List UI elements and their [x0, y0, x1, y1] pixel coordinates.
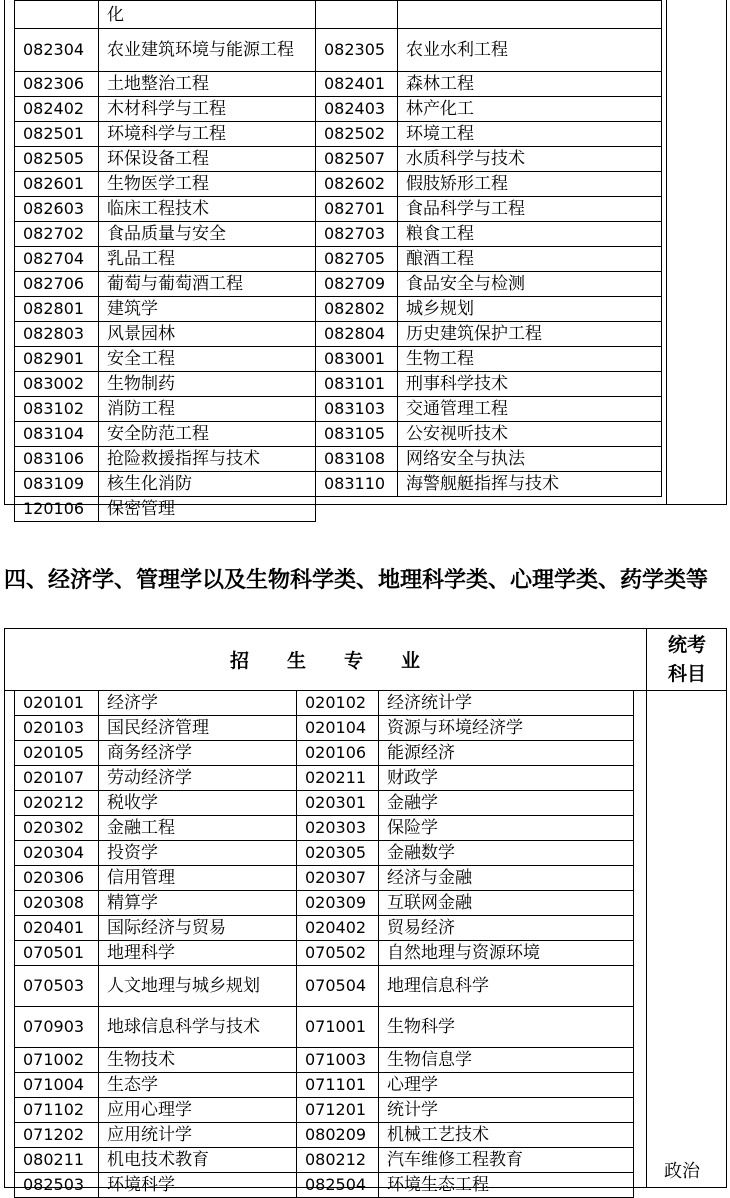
table-row	[15, 72, 662, 97]
table-row	[15, 29, 662, 72]
code-cell: 082706	[15, 272, 99, 297]
code-cell: 082402	[15, 97, 99, 122]
subject-value: 政治	[664, 1161, 700, 1182]
name-cell: 交通管理工程	[398, 397, 662, 422]
code-cell: 071202	[15, 1123, 99, 1148]
code-cell: 082705	[316, 247, 398, 272]
code-cell: 071001	[297, 1007, 379, 1048]
table-row	[15, 1098, 634, 1123]
name-cell: 食品科学与工程	[398, 197, 662, 222]
name-cell: 安全防范工程	[99, 422, 316, 447]
code-cell: 082502	[316, 122, 398, 147]
code-cell: 082602	[316, 172, 398, 197]
table-row	[15, 891, 634, 916]
name-cell: 应用心理学	[99, 1098, 297, 1123]
code-cell: 071201	[297, 1098, 379, 1123]
code-cell: 082702	[15, 222, 99, 247]
main-majors-table	[14, 690, 634, 1198]
code-cell: 020104	[297, 716, 379, 741]
table-row	[15, 716, 634, 741]
name-cell: 葡萄与葡萄酒工程	[99, 272, 316, 297]
code-cell: 020402	[297, 916, 379, 941]
name-cell: 劳动经济学	[99, 766, 297, 791]
code-cell: 083001	[316, 347, 398, 372]
name-cell: 商务经济学	[99, 741, 297, 766]
name-cell: 投资学	[99, 841, 297, 866]
table-row	[15, 1, 662, 29]
name-cell: 金融学	[379, 791, 634, 816]
name-cell	[398, 1, 662, 29]
subject-header-line1: 统考	[667, 634, 706, 656]
name-cell: 金融工程	[99, 816, 297, 841]
code-cell: 082501	[15, 122, 99, 147]
name-cell: 生态学	[99, 1073, 297, 1098]
name-cell: 保险学	[379, 816, 634, 841]
code-cell: 082803	[15, 322, 99, 347]
code-cell: 020401	[15, 916, 99, 941]
name-cell: 税收学	[99, 791, 297, 816]
name-cell: 生物制药	[99, 372, 316, 397]
name-cell: 水质科学与技术	[398, 147, 662, 172]
code-cell: 071002	[15, 1048, 99, 1073]
code-cell: 020307	[297, 866, 379, 891]
code-cell: 082704	[15, 247, 99, 272]
code-cell: 020304	[15, 841, 99, 866]
table-row	[15, 841, 634, 866]
name-cell: 刑事科学技术	[398, 372, 662, 397]
name-cell: 海警舰艇指挥与技术	[398, 472, 662, 497]
code-cell: 083105	[316, 422, 398, 447]
table-row	[15, 397, 662, 422]
name-cell: 乳品工程	[99, 247, 316, 272]
code-cell: 082401	[316, 72, 398, 97]
name-cell: 自然地理与资源环境	[379, 941, 634, 966]
code-cell: 020105	[15, 741, 99, 766]
name-cell: 公安视听技术	[398, 422, 662, 447]
subject-column-divider	[646, 628, 647, 1188]
table-row	[15, 1048, 634, 1073]
code-cell: 020308	[15, 891, 99, 916]
table-row	[15, 941, 634, 966]
name-cell: 化	[99, 1, 316, 29]
table-row	[15, 766, 634, 791]
name-cell: 环境生态工程	[379, 1173, 634, 1198]
name-cell: 安全工程	[99, 347, 316, 372]
name-cell: 粮食工程	[398, 222, 662, 247]
name-cell: 贸易经济	[379, 916, 634, 941]
table-row	[15, 791, 634, 816]
code-cell: 020302	[15, 816, 99, 841]
name-cell: 汽车维修工程教育	[379, 1148, 634, 1173]
code-cell: 082601	[15, 172, 99, 197]
name-cell: 经济统计学	[379, 691, 634, 716]
name-cell: 网络安全与执法	[398, 447, 662, 472]
code-cell: 082304	[15, 29, 99, 72]
name-cell: 生物工程	[398, 347, 662, 372]
name-cell: 假肢矫形工程	[398, 172, 662, 197]
code-cell: 082504	[297, 1173, 379, 1198]
code-cell: 020101	[15, 691, 99, 716]
name-cell	[398, 497, 662, 522]
code-cell: 071101	[297, 1073, 379, 1098]
code-cell: 020103	[15, 716, 99, 741]
name-cell: 能源经济	[379, 741, 634, 766]
code-cell	[15, 1, 99, 29]
name-cell: 环保设备工程	[99, 147, 316, 172]
table-row	[15, 147, 662, 172]
code-cell: 082703	[316, 222, 398, 247]
code-cell: 082603	[15, 197, 99, 222]
code-cell: 082507	[316, 147, 398, 172]
name-cell: 环境工程	[398, 122, 662, 147]
code-cell: 083102	[15, 397, 99, 422]
code-cell: 020102	[297, 691, 379, 716]
table-row	[15, 866, 634, 891]
name-cell: 统计学	[379, 1098, 634, 1123]
name-cell: 财政学	[379, 766, 634, 791]
name-cell: 农业建筑环境与能源工程	[99, 29, 316, 72]
code-cell: 120106	[15, 497, 99, 522]
name-cell: 地理科学	[99, 941, 297, 966]
table-row	[15, 472, 662, 497]
name-cell: 生物信息学	[379, 1048, 634, 1073]
code-cell	[316, 497, 398, 522]
code-cell: 080211	[15, 1148, 99, 1173]
table-row	[15, 1173, 634, 1198]
table-row	[15, 122, 662, 147]
code-cell: 082305	[316, 29, 398, 72]
table-row	[15, 966, 634, 1007]
table-row	[15, 297, 662, 322]
code-cell: 083106	[15, 447, 99, 472]
code-cell: 082802	[316, 297, 398, 322]
name-cell: 国民经济管理	[99, 716, 297, 741]
table-row	[15, 691, 634, 716]
name-cell: 生物医学工程	[99, 172, 316, 197]
name-cell: 地理信息科学	[379, 966, 634, 1007]
code-cell: 080212	[297, 1148, 379, 1173]
name-cell: 消防工程	[99, 397, 316, 422]
name-cell: 历史建筑保护工程	[398, 322, 662, 347]
code-cell: 083109	[15, 472, 99, 497]
name-cell: 城乡规划	[398, 297, 662, 322]
table-row	[15, 347, 662, 372]
name-cell: 地球信息科学与技术	[99, 1007, 297, 1048]
table-row	[15, 372, 662, 397]
table-row	[15, 916, 634, 941]
name-cell: 临床工程技术	[99, 197, 316, 222]
code-cell: 020306	[15, 866, 99, 891]
top-subject-column-divider	[666, 0, 667, 504]
name-cell: 金融数学	[379, 841, 634, 866]
name-cell: 建筑学	[99, 297, 316, 322]
table-row	[15, 741, 634, 766]
name-cell: 食品安全与检测	[398, 272, 662, 297]
code-cell: 080209	[297, 1123, 379, 1148]
name-cell: 互联网金融	[379, 891, 634, 916]
code-cell: 082503	[15, 1173, 99, 1198]
subject-header	[647, 631, 727, 689]
name-cell: 心理学	[379, 1073, 634, 1098]
name-cell: 木材科学与工程	[99, 97, 316, 122]
code-cell: 020107	[15, 766, 99, 791]
code-cell: 020212	[15, 791, 99, 816]
code-cell: 020305	[297, 841, 379, 866]
code-cell: 083104	[15, 422, 99, 447]
code-cell: 070503	[15, 966, 99, 1007]
name-cell: 经济与金融	[379, 866, 634, 891]
code-cell: 082505	[15, 147, 99, 172]
code-cell: 082804	[316, 322, 398, 347]
name-cell: 国际经济与贸易	[99, 916, 297, 941]
code-cell: 070501	[15, 941, 99, 966]
name-cell: 抢险救援指挥与技术	[99, 447, 316, 472]
code-cell: 082801	[15, 297, 99, 322]
name-cell: 核生化消防	[99, 472, 316, 497]
subject-header-line2: 科目	[667, 663, 706, 685]
name-cell: 环境科学	[99, 1173, 297, 1198]
code-cell	[316, 1, 398, 29]
table-row	[15, 1123, 634, 1148]
code-cell: 083101	[316, 372, 398, 397]
table-row	[15, 97, 662, 122]
code-cell: 083002	[15, 372, 99, 397]
code-cell: 082306	[15, 72, 99, 97]
table-row	[15, 1073, 634, 1098]
name-cell: 资源与环境经济学	[379, 716, 634, 741]
name-cell: 信用管理	[99, 866, 297, 891]
name-cell: 人文地理与城乡规划	[99, 966, 297, 1007]
table-row	[15, 322, 662, 347]
code-cell: 020309	[297, 891, 379, 916]
table-row	[15, 197, 662, 222]
name-cell: 食品质量与安全	[99, 222, 316, 247]
name-cell: 精算学	[99, 891, 297, 916]
code-cell: 071102	[15, 1098, 99, 1123]
table-row	[15, 1148, 634, 1173]
name-cell: 风景园林	[99, 322, 316, 347]
section-heading: 四、经济学、管理学以及生物科学类、地理科学类、心理学类、药学类等	[4, 568, 709, 593]
table-row	[15, 222, 662, 247]
majors-header-label: 招 生 专 业	[229, 649, 420, 672]
table-row	[15, 172, 662, 197]
code-cell: 020211	[297, 766, 379, 791]
code-cell: 070502	[297, 941, 379, 966]
name-cell: 森林工程	[398, 72, 662, 97]
name-cell: 土地整治工程	[99, 72, 316, 97]
code-cell: 082701	[316, 197, 398, 222]
name-cell: 机电技术教育	[99, 1148, 297, 1173]
code-cell: 082901	[15, 347, 99, 372]
top-majors-table	[14, 0, 662, 522]
code-cell: 083103	[316, 397, 398, 422]
name-cell: 林产化工	[398, 97, 662, 122]
name-cell: 经济学	[99, 691, 297, 716]
code-cell: 020106	[297, 741, 379, 766]
code-cell: 020301	[297, 791, 379, 816]
code-cell: 082403	[316, 97, 398, 122]
table-row	[15, 272, 662, 297]
table-row	[15, 247, 662, 272]
name-cell: 环境科学与工程	[99, 122, 316, 147]
code-cell: 071003	[297, 1048, 379, 1073]
code-cell: 071004	[15, 1073, 99, 1098]
majors-header	[4, 628, 646, 690]
name-cell: 机械工艺技术	[379, 1123, 634, 1148]
code-cell: 070504	[297, 966, 379, 1007]
table-row	[15, 497, 662, 522]
table-row	[15, 1007, 634, 1048]
table-row	[15, 422, 662, 447]
table-row	[15, 816, 634, 841]
code-cell: 083110	[316, 472, 398, 497]
table-row	[15, 447, 662, 472]
code-cell: 082709	[316, 272, 398, 297]
code-cell: 070903	[15, 1007, 99, 1048]
code-cell: 020303	[297, 816, 379, 841]
code-cell: 083108	[316, 447, 398, 472]
name-cell: 农业水利工程	[398, 29, 662, 72]
name-cell: 酿酒工程	[398, 247, 662, 272]
name-cell: 生物技术	[99, 1048, 297, 1073]
name-cell: 应用统计学	[99, 1123, 297, 1148]
name-cell: 保密管理	[99, 497, 316, 522]
name-cell: 生物科学	[379, 1007, 634, 1048]
